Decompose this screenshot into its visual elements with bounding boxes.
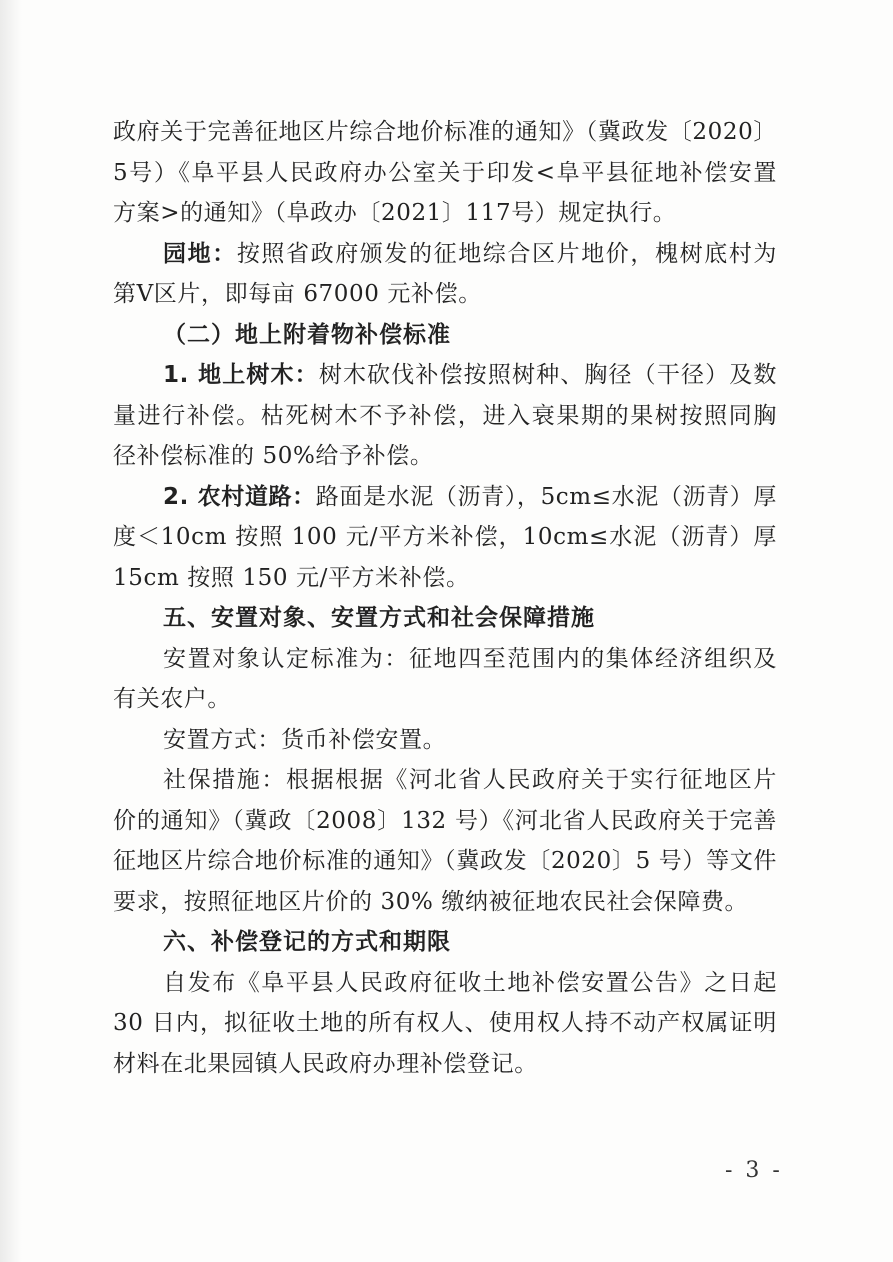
body-line: 安置对象认定标准为：征地四至范围内的集体经济组织及 (163, 645, 777, 672)
body-line: 有关农户。 (113, 686, 231, 712)
body-line: 自发布《阜平县人民政府征收土地补偿安置公告》之日起 (163, 969, 777, 996)
body-line: 政府关于完善征地区片综合地价标准的通知》（冀政发〔2020〕 (113, 119, 777, 145)
paragraph-label: 园地： (163, 240, 237, 267)
paragraph-garden-land (113, 234, 777, 275)
body-line: 方案>的通知》（阜政办〔2021〕117号）规定执行。 (113, 200, 677, 226)
body-line: 第Ⅴ区片，即每亩 67000 元补偿。 (113, 281, 482, 307)
paragraph-trees (113, 355, 777, 396)
body-line: 径补偿标准的 50%给予补偿。 (113, 443, 434, 469)
body-line: 社保措施：根据根据《河北省人民政府关于实行征地区片 (163, 767, 777, 793)
paragraph-text: 树木砍伐补偿按照树种、胸径（干径）及数 (318, 362, 777, 388)
body-line: 价的通知》（冀政〔2008〕132 号）《河北省人民政府关于完善 (113, 807, 777, 834)
scan-edge-shadow (0, 0, 22, 1262)
section-heading: 五、安置对象、安置方式和社会保障措施 (163, 605, 595, 631)
body-line: 度＜10cm 按照 100 元/平方米补偿，10cm≤水泥（沥青）厚 (113, 524, 777, 550)
section-heading: （二）地上附着物补偿标准 (163, 321, 451, 348)
body-line: 安置方式：货币补偿安置。 (163, 726, 447, 753)
body-line: 5号）《阜平县人民政府办公室关于印发<阜平县征地补偿安置 (113, 159, 777, 186)
body-line: 30 日内，拟征收土地的所有权人、使用权人持不动产权属证明 (113, 1010, 777, 1036)
section-heading: 六、补偿登记的方式和期限 (163, 929, 451, 955)
paragraph-label: 1. 地上树木： (163, 362, 319, 388)
body-line: 征地区片综合地价标准的通知》（冀政发〔2020〕5 号）等文件 (113, 848, 777, 874)
body-line: 量进行补偿。枯死树木不予补偿，进入衰果期的果树按照同胸 (113, 402, 777, 429)
body-line: 要求，按照征地区片价的 30% 缴纳被征地农民社会保障费。 (113, 888, 749, 915)
document-body (113, 112, 777, 1084)
paragraph-rural-roads (113, 477, 777, 518)
body-line: 15cm 按照 150 元/平方米补偿。 (113, 564, 470, 591)
paragraph-text: 路面是水泥（沥青），5cm≤水泥（沥青）厚 (315, 483, 777, 510)
body-line: 材料在北果园镇人民政府办理补偿登记。 (113, 1050, 538, 1077)
page-number: - 3 - (725, 1158, 783, 1183)
paragraph-text: 按照省政府颁发的征地综合区片地价，槐树底村为 (236, 240, 777, 267)
paragraph-label: 2. 农村道路： (163, 483, 316, 510)
